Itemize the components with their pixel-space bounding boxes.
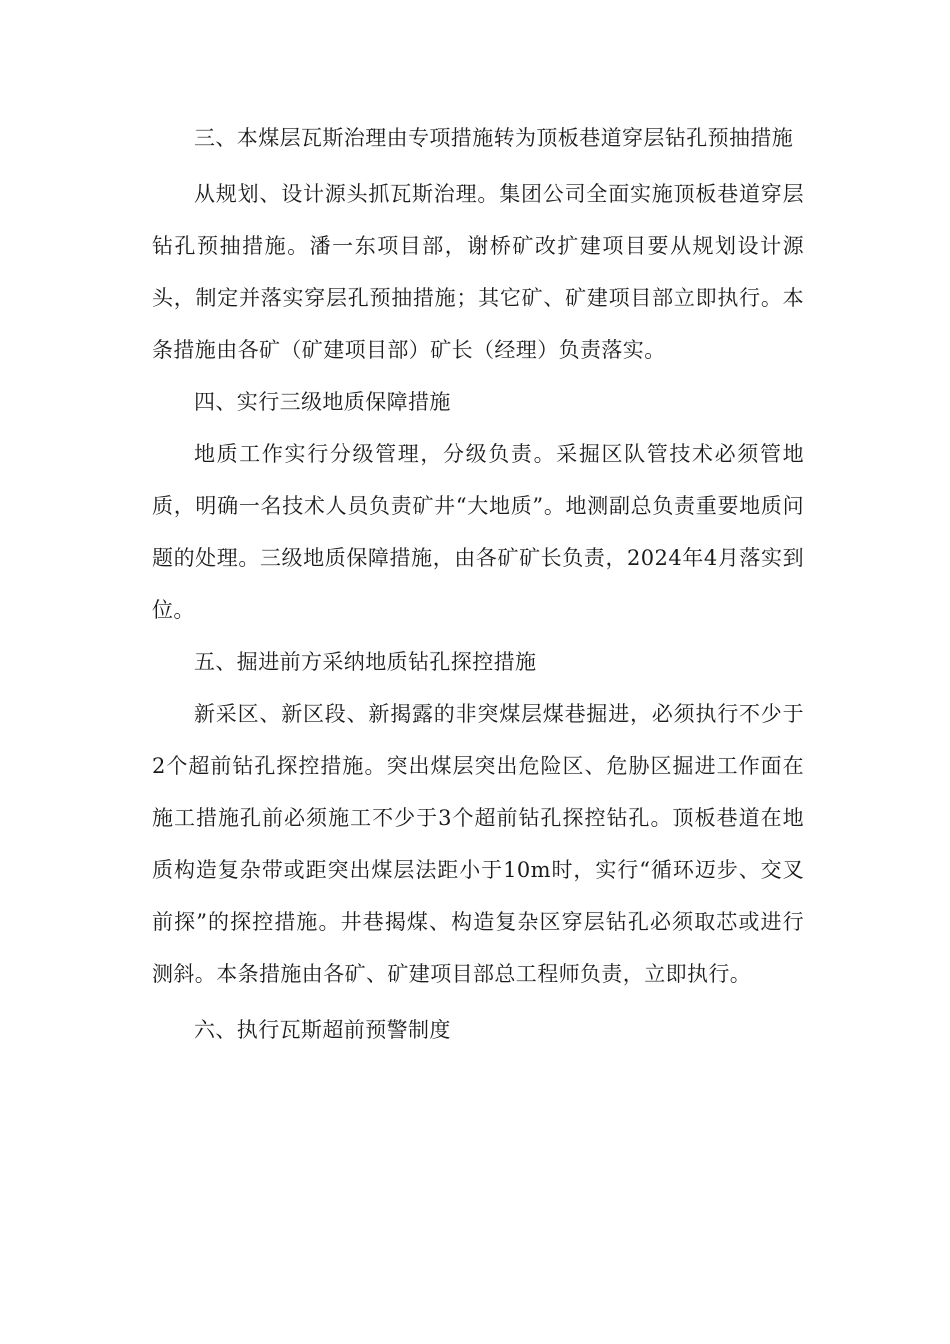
section-body-3: 从规划、设计源头抓瓦斯治理。集团公司全面实施顶板巷道穿层钻孔预抽措施。潘一东项目部，谢桥矿改扩建项目要从规划设计源头，制定并落实穿层孔预抽措施；其它矿、矿建项目部立即执行。本条措施由各矿（矿建项目部）矿长（经理）负责落实。 bbox=[152, 182, 804, 362]
section-heading-4: 四、实行三级地质保障措施 bbox=[194, 390, 451, 414]
section-heading-3: 三、本煤层瓦斯治理由专项措施转为顶板巷道穿层钻孔预抽措施 bbox=[194, 126, 794, 150]
section-heading-5: 五、掘进前方采纳地质钻孔探控措施 bbox=[194, 650, 537, 674]
document-body bbox=[152, 112, 804, 1056]
section-body-4: 地质工作实行分级管理，分级负责。采掘区队管技术必须管地质，明确一名技术人员负责矿井“大地质”。地测副总负责重要地质问题的处理。三级地质保障措施，由各矿矿长负责，2024年4月落实到位。 bbox=[152, 442, 804, 622]
section-body-5: 新采区、新区段、新揭露的非突煤层煤巷掘进，必须执行不少于2个超前钻孔探控措施。突出煤层突出危险区、危胁区掘进工作面在施工措施孔前必须施工不少于3个超前钻孔探控钻孔。顶板巷道在地质构造复杂带或距突出煤层法距小于10m时，实行“循环迈步、交叉前探”的探控措施。井巷揭煤、构造复杂区穿层钻孔必须取芯或进行测斜。本条措施由各矿、矿建项目部总工程师负责，立即执行。 bbox=[152, 702, 804, 986]
section-heading-6: 六、执行瓦斯超前预警制度 bbox=[194, 1018, 451, 1042]
